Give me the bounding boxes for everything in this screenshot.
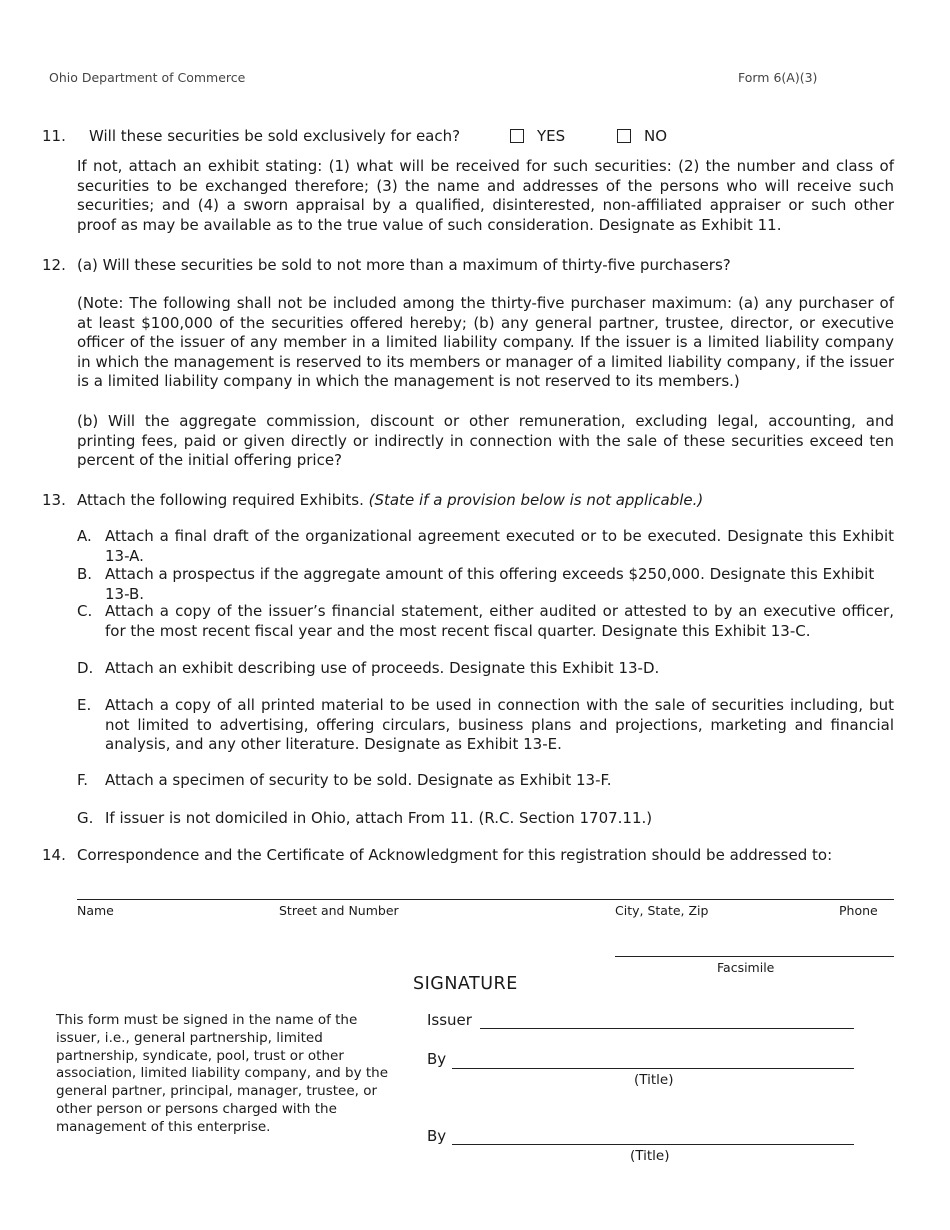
q13-intro	[77, 491, 894, 511]
title-label-2: (Title)	[630, 1148, 670, 1164]
q12-part-a: (a) Will these securities be sold to not more than a maximum of thirty-five purchasers?	[77, 256, 731, 274]
phone-label: Phone	[839, 903, 878, 918]
signature-instructions: This form must be signed in the name of the issuer, i.e., general partnership, limited partnership, syndicate, pool, trust or other association, limited liability company, and by the general partner, principal, manager, trustee, or other person or persons charged with the management of this enterprise.	[56, 1012, 389, 1135]
no-checkbox[interactable]	[617, 129, 631, 143]
facsimile-line[interactable]	[615, 956, 894, 957]
yes-checkbox[interactable]	[510, 129, 524, 143]
facsimile-label: Facsimile	[717, 960, 775, 975]
q12-number: 12.	[42, 256, 66, 274]
q12-part-b: (b) Will the aggregate commission, discount or other remuneration, excluding legal, accounting, and printing fees, paid or given directly or indirectly in connection with the sale of these securities exceed ten percent of the initial offering price?	[77, 412, 894, 469]
exhibit-d-text: Attach an exhibit describing use of proceeds. Designate this Exhibit 13-D.	[105, 659, 660, 677]
q14-number: 14.	[42, 846, 66, 864]
form-number: Form 6(A)(3)	[738, 70, 818, 85]
street-label: Street and Number	[279, 903, 399, 918]
city-label: City, State, Zip	[615, 903, 709, 918]
exhibit-a-text: Attach a final draft of the organizational agreement executed or to be executed. Designate this Exhibit 13-A.	[105, 527, 894, 565]
by-signature-line-1[interactable]	[452, 1068, 854, 1069]
address-line[interactable]	[77, 899, 894, 900]
exhibit-a-letter: A.	[77, 527, 92, 545]
exhibit-b-letter: B.	[77, 565, 93, 583]
exhibit-d-letter: D.	[77, 659, 94, 677]
q12-note: (Note: The following shall not be included among the thirty-five purchaser maximum: (a) any purchaser of at least $100,000 of the securities offered hereby; (b) any general partner, trustee, director, or executive officer of the issuer of any member in a limited liability company. If the issuer is a limited liability company in which the management is reserved to its members or manager of a limited liability company, if the issuer is a limited liability company in which the management is not reserved to its members.)	[77, 294, 894, 390]
agency-name: Ohio Department of Commerce	[49, 70, 246, 85]
q13-intro-note: (State if a provision below is not applicable.)	[368, 491, 704, 509]
by-label-2: By	[427, 1127, 447, 1145]
q13-number: 13.	[42, 491, 66, 509]
exhibit-e-text: Attach a copy of all printed material to be used in connection with the sale of securities including, but not limited to advertising, offering circulars, business plans and projections, marketing and financial analysis, and any other literature. Designate as Exhibit 13-E.	[105, 696, 894, 753]
exhibit-g-letter: G.	[77, 809, 94, 827]
exhibit-g-text: If issuer is not domiciled in Ohio, attach From 11. (R.C. Section 1707.11.)	[105, 809, 653, 827]
title-label-1: (Title)	[634, 1072, 674, 1088]
exhibit-b-text: Attach a prospectus if the aggregate amount of this offering exceeds $250,000. Designate this Exhibit 13-B.	[105, 565, 875, 603]
exhibit-c-letter: C.	[77, 602, 93, 620]
q11-instructions: If not, attach an exhibit stating: (1) what will be received for such securities: (2) the number and class of securities to be exchanged therefore; (3) the name and addresses of the persons who will receive such securities; and (4) a sworn appraisal by a qualified, disinterested, non-affiliated appraiser or such other proof as may be available as to the true value of such consideration. Designate as Exhibit 11.	[77, 157, 894, 234]
q11-number: 11.	[42, 127, 66, 145]
exhibit-e-letter: E.	[77, 696, 92, 714]
issuer-signature-line[interactable]	[480, 1028, 854, 1029]
by-label-1: By	[427, 1050, 447, 1068]
exhibit-f-letter: F.	[77, 771, 88, 789]
q14-text: Correspondence and the Certificate of Acknowledgment for this registration should be addressed to:	[77, 846, 833, 864]
exhibit-c-text: Attach a copy of the issuer’s financial statement, either audited or attested to by an executive officer, for the most recent fiscal year and the most recent fiscal quarter. Designate this Exhibit 13-C.	[105, 602, 894, 640]
q11-question: Will these securities be sold exclusively for each?	[89, 127, 461, 145]
q13-intro-text: Attach the following required Exhibits.	[77, 491, 364, 509]
no-label: NO	[644, 127, 668, 145]
issuer-label: Issuer	[427, 1011, 472, 1029]
yes-label: YES	[537, 127, 566, 145]
name-label: Name	[77, 903, 114, 918]
by-signature-line-2[interactable]	[452, 1144, 854, 1145]
exhibit-f-text: Attach a specimen of security to be sold. Designate as Exhibit 13-F.	[105, 771, 612, 789]
signature-heading: SIGNATURE	[413, 974, 518, 994]
